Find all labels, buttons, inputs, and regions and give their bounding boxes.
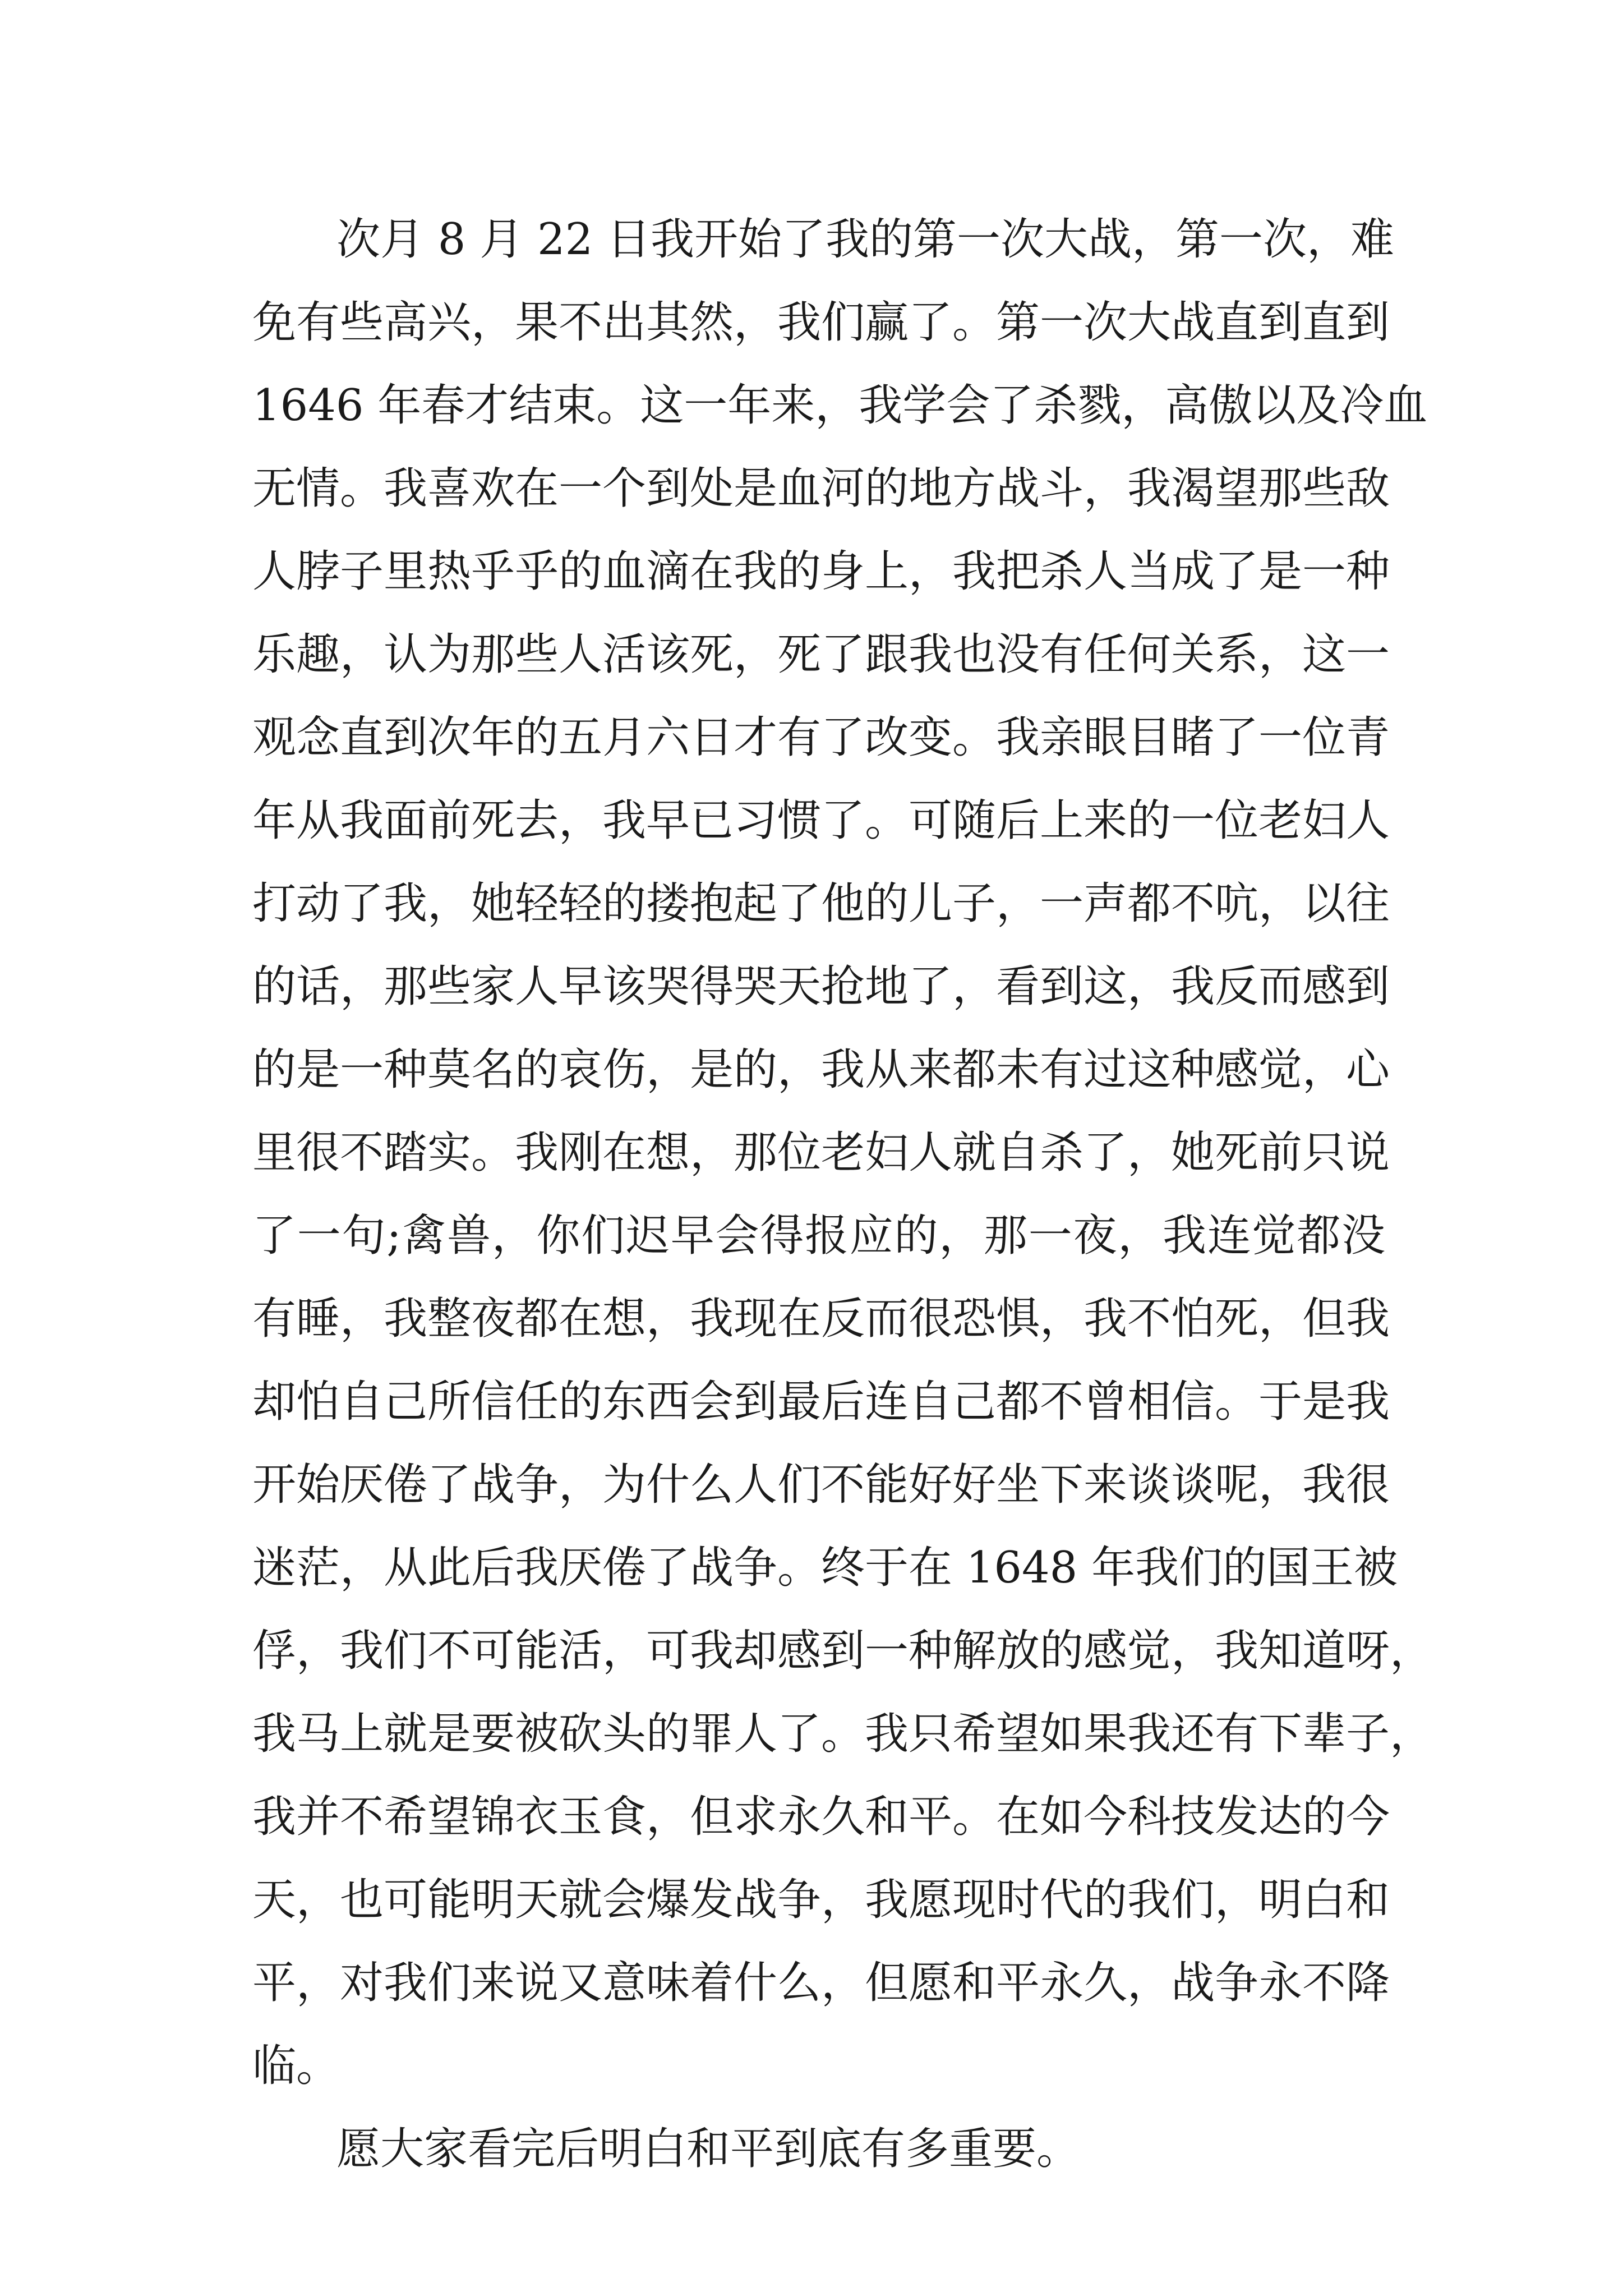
- text-line: 临。: [252, 2041, 340, 2091]
- text-line: 的话，那些家人早该哭得哭天抢地了，看到这，我反而感到: [252, 961, 1390, 1012]
- text-line: 俘，我们不可能活，可我却感到一种解放的感觉，我知道呀，: [252, 1626, 1434, 1676]
- text-line: 开始厌倦了战争，为什么人们不能好好坐下来谈谈呢，我很: [252, 1460, 1390, 1510]
- text-line: 我马上就是要被砍头的罪人了。我只希望如果我还有下辈子，: [252, 1709, 1434, 1759]
- text-line: 人脖子里热乎乎的血滴在我的身上，我把杀人当成了是一种: [252, 546, 1390, 597]
- text-line: 里很不踏实。我刚在想，那位老妇人就自杀了，她死前只说: [252, 1128, 1390, 1178]
- text-line: 免有些高兴，果不出其然，我们赢了。第一次大战直到直到: [252, 297, 1390, 348]
- text-line: 平，对我们来说又意味着什么，但愿和平永久，战争永不降: [252, 1958, 1390, 2008]
- text-line: 天，也可能明天就会爆发战争，我愿现时代的我们，明白和: [252, 1875, 1390, 1925]
- text-line: 了一句;禽兽，你们迟早会得报应的，那一夜，我连觉都没: [252, 1211, 1385, 1261]
- text-line: 打动了我，她轻轻的搂抱起了他的儿子，一声都不吭，以往: [252, 878, 1390, 929]
- text-line: 有睡，我整夜都在想，我现在反而很恐惧，我不怕死，但我: [252, 1294, 1390, 1344]
- text-line: 年从我面前死去，我早已习惯了。可随后上来的一位老妇人: [252, 795, 1390, 846]
- text-line: 次月 8 月 22 日我开始了我的第一次大战，第一次，难: [336, 214, 1395, 265]
- text-line: 我并不希望锦衣玉食，但求永久和平。在如今科技发达的今: [252, 1792, 1390, 1842]
- text-line: 乐趣，认为那些人活该死，死了跟我也没有任何关系，这一: [252, 629, 1390, 680]
- closing-line: 愿大家看完后明白和平到底有多重要。: [336, 2124, 1081, 2174]
- text-line: 却怕自己所信任的东西会到最后连自己都不曾相信。于是我: [252, 1377, 1390, 1427]
- text-line: 观念直到次年的五月六日才有了改变。我亲眼目睹了一位青: [252, 712, 1390, 763]
- text-line: 1646 年春才结束。这一年来，我学会了杀戮，高傲以及冷血: [252, 380, 1428, 431]
- text-line: 无情。我喜欢在一个到处是血河的地方战斗，我渴望那些敌: [252, 463, 1390, 514]
- text-line: 的是一种莫名的哀伤，是的，我从来都未有过这种感觉，心: [252, 1045, 1390, 1095]
- text-line: 迷茫，从此后我厌倦了战争。终于在 1648 年我们的国王被: [252, 1543, 1398, 1593]
